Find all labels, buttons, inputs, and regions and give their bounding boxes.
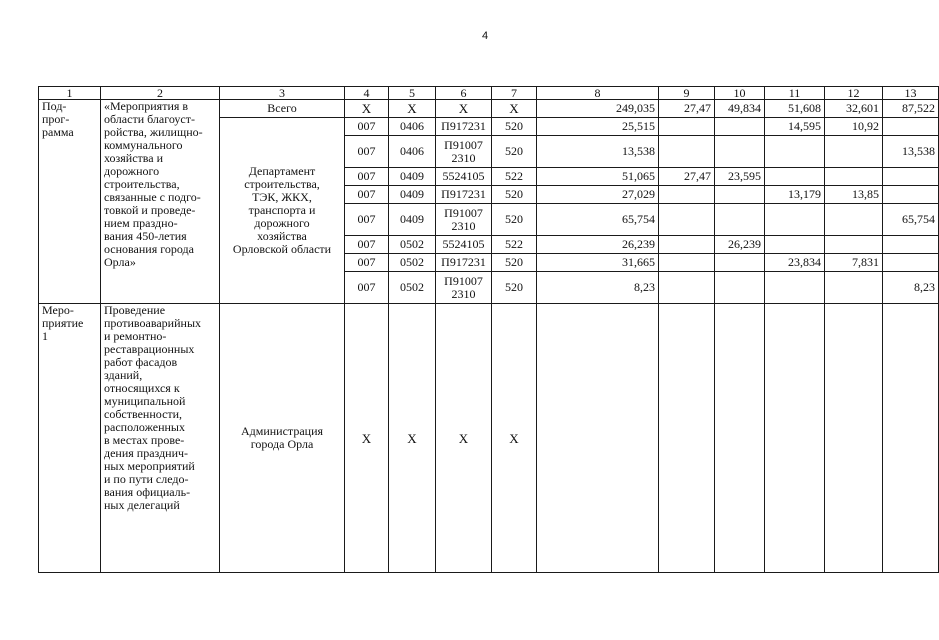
event-c5: Х [389, 304, 436, 573]
row-c9 [659, 204, 715, 236]
row-c12 [825, 204, 883, 236]
row-c6: П917231 [436, 118, 492, 136]
total-c13: 87,522 [883, 100, 939, 118]
row-c11: 23,834 [765, 254, 825, 272]
row-c10: 23,595 [715, 168, 765, 186]
event-c7: Х [492, 304, 537, 573]
header-cell-9: 9 [659, 87, 715, 100]
row-c11 [765, 272, 825, 304]
row-c9 [659, 186, 715, 204]
row-c7: 520 [492, 118, 537, 136]
row-c4: 007 [345, 272, 389, 304]
row-c7: 520 [492, 186, 537, 204]
row-c9 [659, 118, 715, 136]
row-c5: 0409 [389, 168, 436, 186]
row-c12 [825, 236, 883, 254]
row-c8: 8,23 [537, 272, 659, 304]
row-c4: 007 [345, 186, 389, 204]
event-c6: Х [436, 304, 492, 573]
row-c12 [825, 168, 883, 186]
row-c13: 8,23 [883, 272, 939, 304]
row-c13 [883, 254, 939, 272]
header-cell-7: 7 [492, 87, 537, 100]
subprogram-name: «Мероприятия в области благоуст- ройства, жилищно- коммунального хозяйства и дорожного строительства, связанные с подго- товкой и проведе- нием праздно- вания 450-летия основания города Орла» [101, 100, 220, 304]
row-c7: 520 [492, 254, 537, 272]
row-c11: 14,595 [765, 118, 825, 136]
row-c5: 0406 [389, 136, 436, 168]
event-empty-cell [715, 304, 765, 573]
executor-total: Всего [220, 100, 345, 118]
row-c6: П91007 2310 [436, 204, 492, 236]
row-c9: 27,47 [659, 168, 715, 186]
row-c4: 007 [345, 118, 389, 136]
row-c6: П917231 [436, 186, 492, 204]
row-c5: 0409 [389, 186, 436, 204]
row-c13 [883, 118, 939, 136]
event-empty-cell [765, 304, 825, 573]
row-c12 [825, 136, 883, 168]
row-c7: 520 [492, 204, 537, 236]
event-executor: Администрация города Орла [220, 304, 345, 573]
row-c5: 0502 [389, 236, 436, 254]
budget-table [38, 86, 939, 573]
row-c12: 13,85 [825, 186, 883, 204]
row-c13: 13,538 [883, 136, 939, 168]
row-c9 [659, 136, 715, 168]
total-c5: Х [389, 100, 436, 118]
row-c11 [765, 204, 825, 236]
row-c10 [715, 186, 765, 204]
header-cell-12: 12 [825, 87, 883, 100]
event-c4: Х [345, 304, 389, 573]
row-c4: 007 [345, 204, 389, 236]
row-c8: 31,665 [537, 254, 659, 272]
event-label: Меро- приятие 1 [39, 304, 101, 573]
row-c12: 7,831 [825, 254, 883, 272]
row-c13 [883, 168, 939, 186]
total-c4: Х [345, 100, 389, 118]
header-cell-2: 2 [101, 87, 220, 100]
row-c8: 26,239 [537, 236, 659, 254]
row-c6: 5524105 [436, 168, 492, 186]
total-c11: 51,608 [765, 100, 825, 118]
row-c4: 007 [345, 254, 389, 272]
row-c7: 522 [492, 236, 537, 254]
row-c13 [883, 236, 939, 254]
row-c5: 0502 [389, 272, 436, 304]
row-c11 [765, 136, 825, 168]
total-c10: 49,834 [715, 100, 765, 118]
row-c8: 65,754 [537, 204, 659, 236]
event-empty-cell [825, 304, 883, 573]
event-name: Проведение противоаварийных и ремонтно- реставрационных работ фасадов зданий, относящихся к муниципальной собственности, расположенных в местах прове- дения празднич- ных мероприятий и по пути следо- вания официаль- ных делегаций [101, 304, 220, 573]
total-c9: 27,47 [659, 100, 715, 118]
row-c5: 0502 [389, 254, 436, 272]
row-c10 [715, 254, 765, 272]
event-empty-cell [659, 304, 715, 573]
table-row [39, 100, 939, 118]
subprogram-label: Под- прог- рамма [39, 100, 101, 304]
row-c7: 520 [492, 136, 537, 168]
row-c8: 13,538 [537, 136, 659, 168]
row-c13 [883, 186, 939, 204]
header-cell-4: 4 [345, 87, 389, 100]
row-c4: 007 [345, 168, 389, 186]
row-c4: 007 [345, 236, 389, 254]
row-c11 [765, 236, 825, 254]
header-cell-10: 10 [715, 87, 765, 100]
row-c10 [715, 118, 765, 136]
row-c11 [765, 168, 825, 186]
header-cell-3: 3 [220, 87, 345, 100]
total-c6: Х [436, 100, 492, 118]
total-c7: Х [492, 100, 537, 118]
row-c7: 520 [492, 272, 537, 304]
row-c6: П91007 2310 [436, 272, 492, 304]
row-c5: 0406 [389, 118, 436, 136]
total-c8: 249,035 [537, 100, 659, 118]
event-empty-cell [537, 304, 659, 573]
row-c5: 0409 [389, 204, 436, 236]
row-c8: 27,029 [537, 186, 659, 204]
page-number: 4 [482, 30, 489, 42]
table-row [39, 304, 939, 573]
row-c11: 13,179 [765, 186, 825, 204]
row-c7: 522 [492, 168, 537, 186]
row-c8: 51,065 [537, 168, 659, 186]
row-c13: 65,754 [883, 204, 939, 236]
event-empty-cell [883, 304, 939, 573]
row-c12 [825, 272, 883, 304]
row-c9 [659, 254, 715, 272]
row-c6: П917231 [436, 254, 492, 272]
header-cell-11: 11 [765, 87, 825, 100]
row-c9 [659, 272, 715, 304]
row-c10: 26,239 [715, 236, 765, 254]
row-c9 [659, 236, 715, 254]
row-c8: 25,515 [537, 118, 659, 136]
header-cell-13: 13 [883, 87, 939, 100]
department-executor: Департамент строительства, ТЭК, ЖКХ, транспорта и дорожного хозяйства Орловской области [220, 118, 345, 304]
total-c12: 32,601 [825, 100, 883, 118]
row-c6: П91007 2310 [436, 136, 492, 168]
row-c12: 10,92 [825, 118, 883, 136]
row-c6: 5524105 [436, 236, 492, 254]
row-c10 [715, 136, 765, 168]
header-cell-5: 5 [389, 87, 436, 100]
header-row [39, 87, 939, 100]
row-c4: 007 [345, 136, 389, 168]
row-c10 [715, 272, 765, 304]
header-cell-6: 6 [436, 87, 492, 100]
header-cell-8: 8 [537, 87, 659, 100]
row-c10 [715, 204, 765, 236]
header-cell-1: 1 [39, 87, 101, 100]
